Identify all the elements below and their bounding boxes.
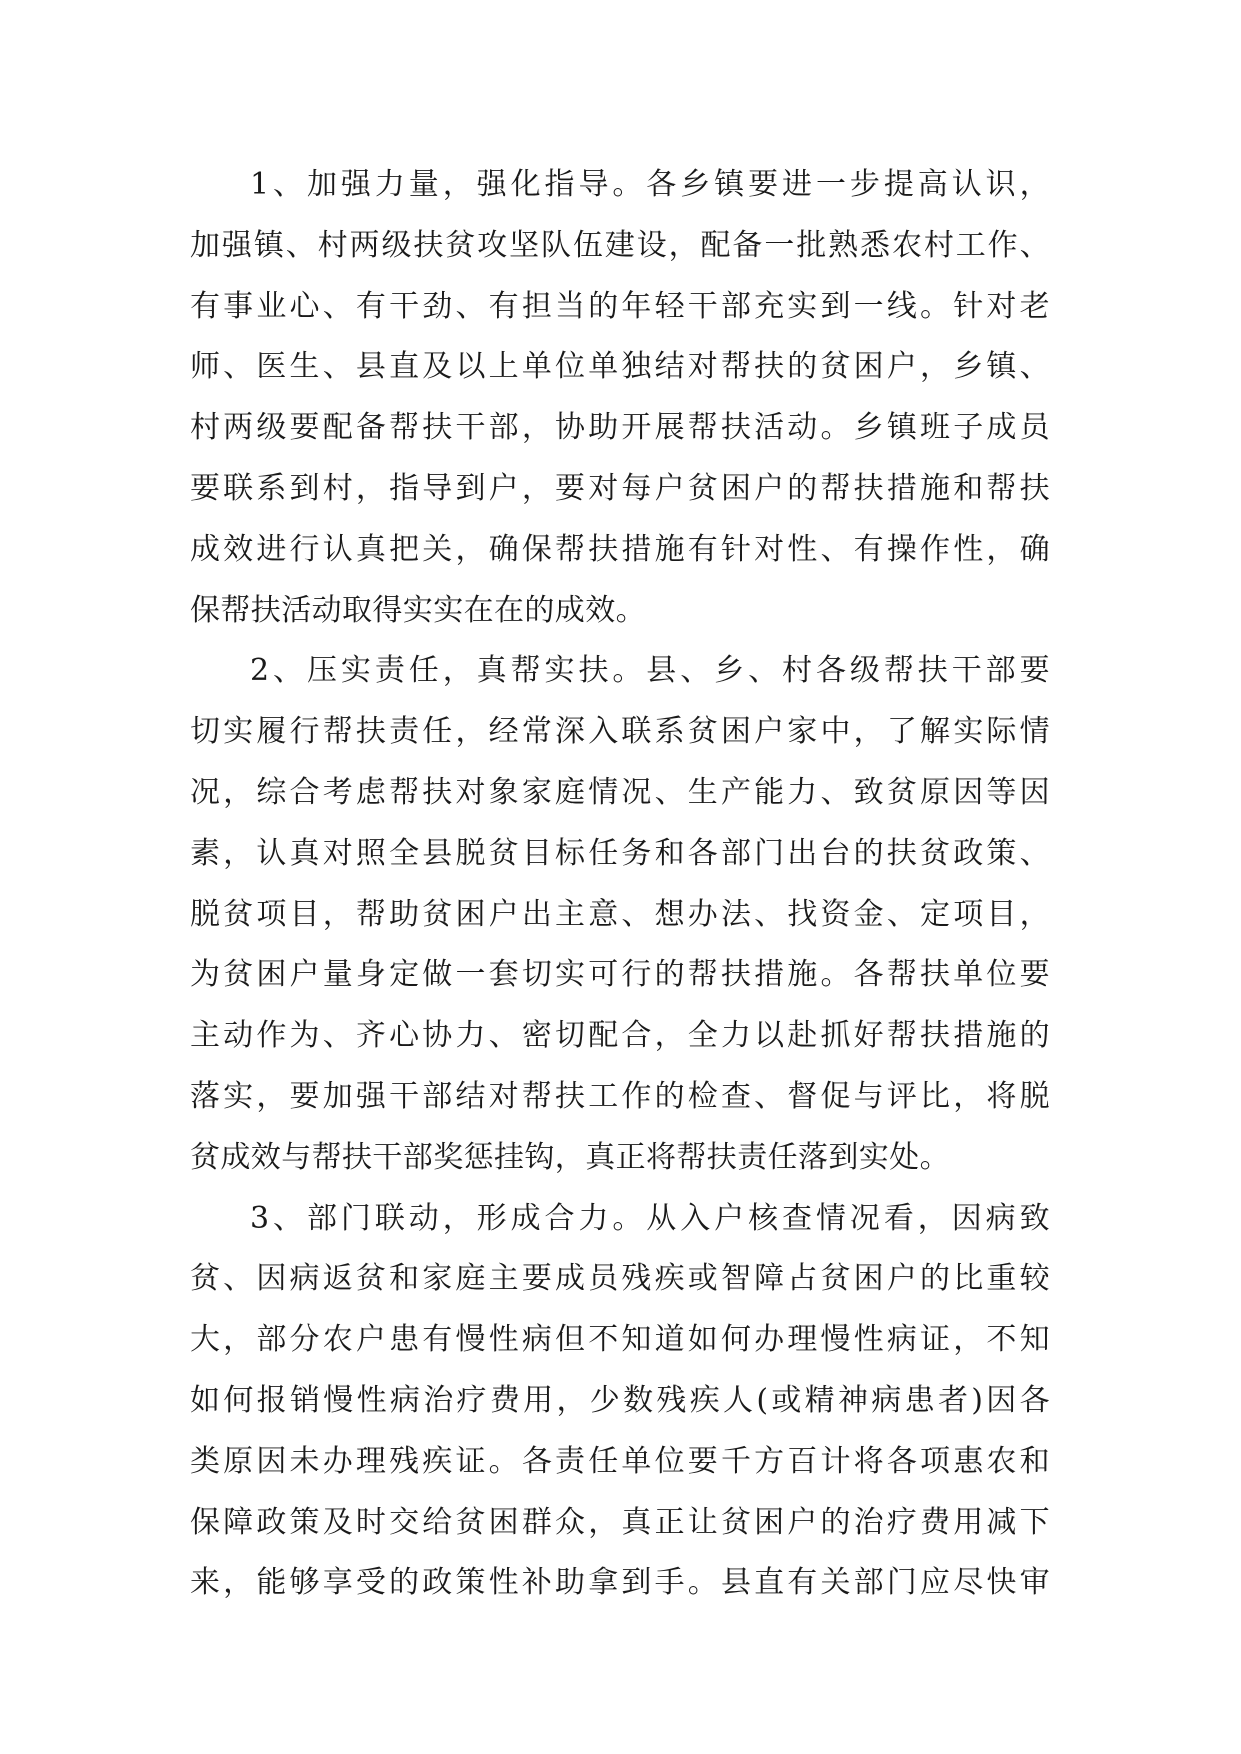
paragraph-1-line-1: 1、加强力量，强化指导。各乡镇要进一步提高认识， bbox=[250, 167, 1050, 202]
paragraph-2-line-3: 况，综合考虑帮扶对象家庭情况、生产能力、致贫原因等因 bbox=[190, 774, 1050, 810]
paragraph-3-line-4: 如何报销慢性病治疗费用，少数残疾人(或精神病患者)因各 bbox=[190, 1382, 1050, 1418]
paragraph-1-line-5: 村两级要配备帮扶干部，协助开展帮扶活动。乡镇班子成员 bbox=[190, 410, 1050, 446]
paragraph-3-line-6: 保障政策及时交给贫困群众，真正让贫困户的治疗费用减下 bbox=[190, 1504, 1050, 1540]
paragraph-1-line-2: 加强镇、村两级扶贫攻坚队伍建设，配备一批熟悉农村工作、 bbox=[190, 227, 1050, 263]
paragraph-2-line-6: 为贫困户量身定做一套切实可行的帮扶措施。各帮扶单位要 bbox=[190, 957, 1050, 993]
paragraph-3-line-3: 大，部分农户患有慢性病但不知道如何办理慢性病证，不知 bbox=[190, 1322, 1050, 1358]
paragraph-1-line-3: 有事业心、有干劲、有担当的年轻干部充实到一线。针对老 bbox=[190, 288, 1050, 324]
paragraph-2-line-4: 素，认真对照全县脱贫目标任务和各部门出台的扶贫政策、 bbox=[190, 835, 1050, 871]
paragraph-1-line-7: 成效进行认真把关，确保帮扶措施有针对性、有操作性，确 bbox=[190, 531, 1050, 567]
paragraph-2-line-8: 落实，要加强干部结对帮扶工作的检查、督促与评比，将脱 bbox=[190, 1078, 1050, 1114]
paragraph-3-line-7: 来，能够享受的政策性补助拿到手。县直有关部门应尽快审 bbox=[190, 1565, 1050, 1601]
paragraph-2-line-7: 主动作为、齐心协力、密切配合，全力以赴抓好帮扶措施的 bbox=[190, 1018, 1050, 1054]
paragraph-2-line-9: 贫成效与帮扶干部奖惩挂钩，真正将帮扶责任落到实处。 bbox=[190, 1139, 950, 1175]
paragraph-3-line-2: 贫、因病返贫和家庭主要成员残疾或智障占贫困户的比重较 bbox=[190, 1261, 1050, 1297]
paragraph-1-line-6: 要联系到村，指导到户，要对每户贫困户的帮扶措施和帮扶 bbox=[190, 470, 1050, 506]
paragraph-3-line-5: 类原因未办理残疾证。各责任单位要千方百计将各项惠农和 bbox=[190, 1443, 1050, 1479]
paragraph-2-line-1: 2、压实责任，真帮实扶。县、乡、村各级帮扶干部要 bbox=[250, 653, 1050, 689]
paragraph-2-line-2: 切实履行帮扶责任，经常深入联系贫困户家中，了解实际情 bbox=[190, 714, 1050, 750]
paragraph-3-line-1: 3、部门联动，形成合力。从入户核查情况看，因病致 bbox=[250, 1200, 1050, 1236]
paragraph-1-line-8: 保帮扶活动取得实实在在的成效。 bbox=[190, 592, 646, 628]
paragraph-1-line-4: 师、医生、县直及以上单位单独结对帮扶的贫困户，乡镇、 bbox=[190, 349, 1050, 385]
document-body bbox=[190, 155, 1050, 1614]
paragraph-2-line-5: 脱贫项目，帮助贫困户出主意、想办法、找资金、定项目， bbox=[190, 896, 1050, 932]
